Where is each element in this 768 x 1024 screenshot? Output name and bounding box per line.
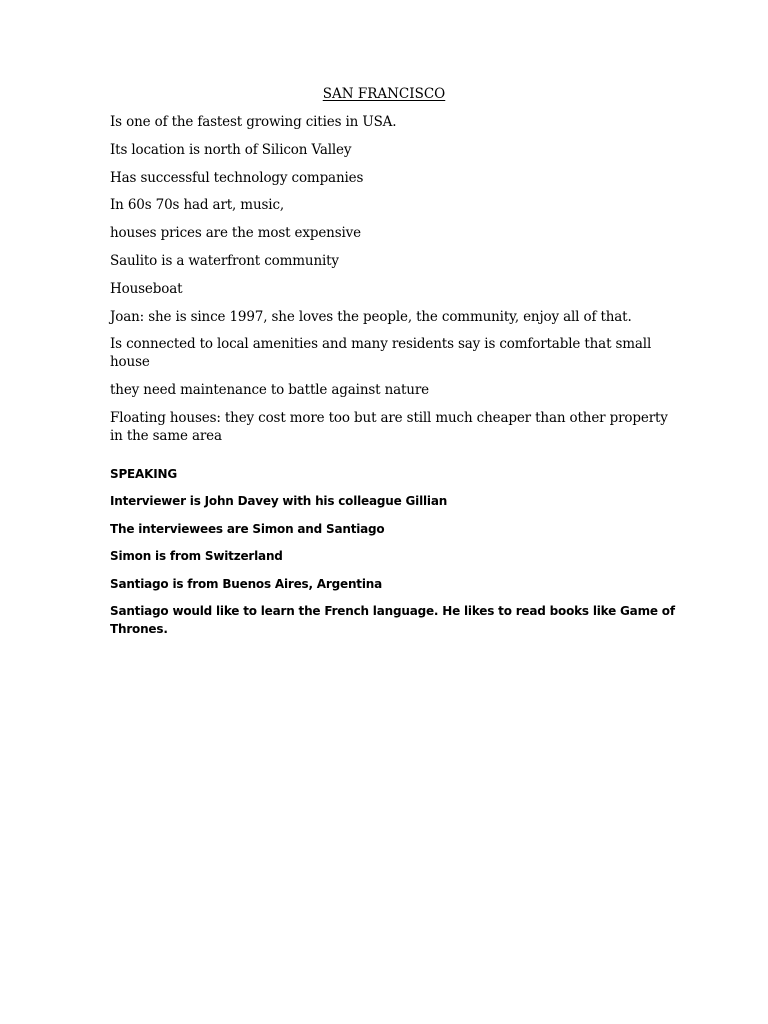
note-line: Its location is north of Silicon Valley	[110, 141, 352, 158]
speaking-line: Santiago would like to learn the French language. He likes to read books like Game of Thrones.	[110, 603, 675, 636]
notes-section	[110, 113, 670, 455]
note-line: Is one of the fastest growing cities in USA.	[110, 114, 397, 130]
speaking-line: Interviewer is John Davey with his colleague Gillian	[110, 494, 448, 509]
note-line: Houseboat	[110, 280, 183, 297]
speaking-heading: SPEAKING	[110, 467, 177, 481]
note-line: Is connected to local amenities and many residents say is comfortable that small house	[110, 336, 652, 371]
document-title: SAN FRANCISCO	[322, 86, 446, 102]
speaking-line: Santiago is from Buenos Aires, Argentina	[110, 576, 382, 591]
speaking-section	[110, 465, 710, 647]
note-line: In 60s 70s had art, music,	[110, 197, 284, 214]
speaking-line: Simon is from Switzerland	[110, 549, 283, 564]
note-line: Joan: she is since 1997, she loves the people, the community, enjoy all of that.	[110, 308, 632, 325]
speaking-line: The interviewees are Simon and Santiago	[110, 521, 385, 536]
note-line: houses prices are the most expensive	[110, 225, 361, 242]
note-line: Saulito is a waterfront community	[110, 252, 339, 269]
note-line: they need maintenance to battle against nature	[110, 382, 429, 399]
note-line: Has successful technology companies	[110, 169, 364, 186]
note-line: Floating houses: they cost more too but are still much cheaper than other property in the same area	[110, 409, 668, 444]
